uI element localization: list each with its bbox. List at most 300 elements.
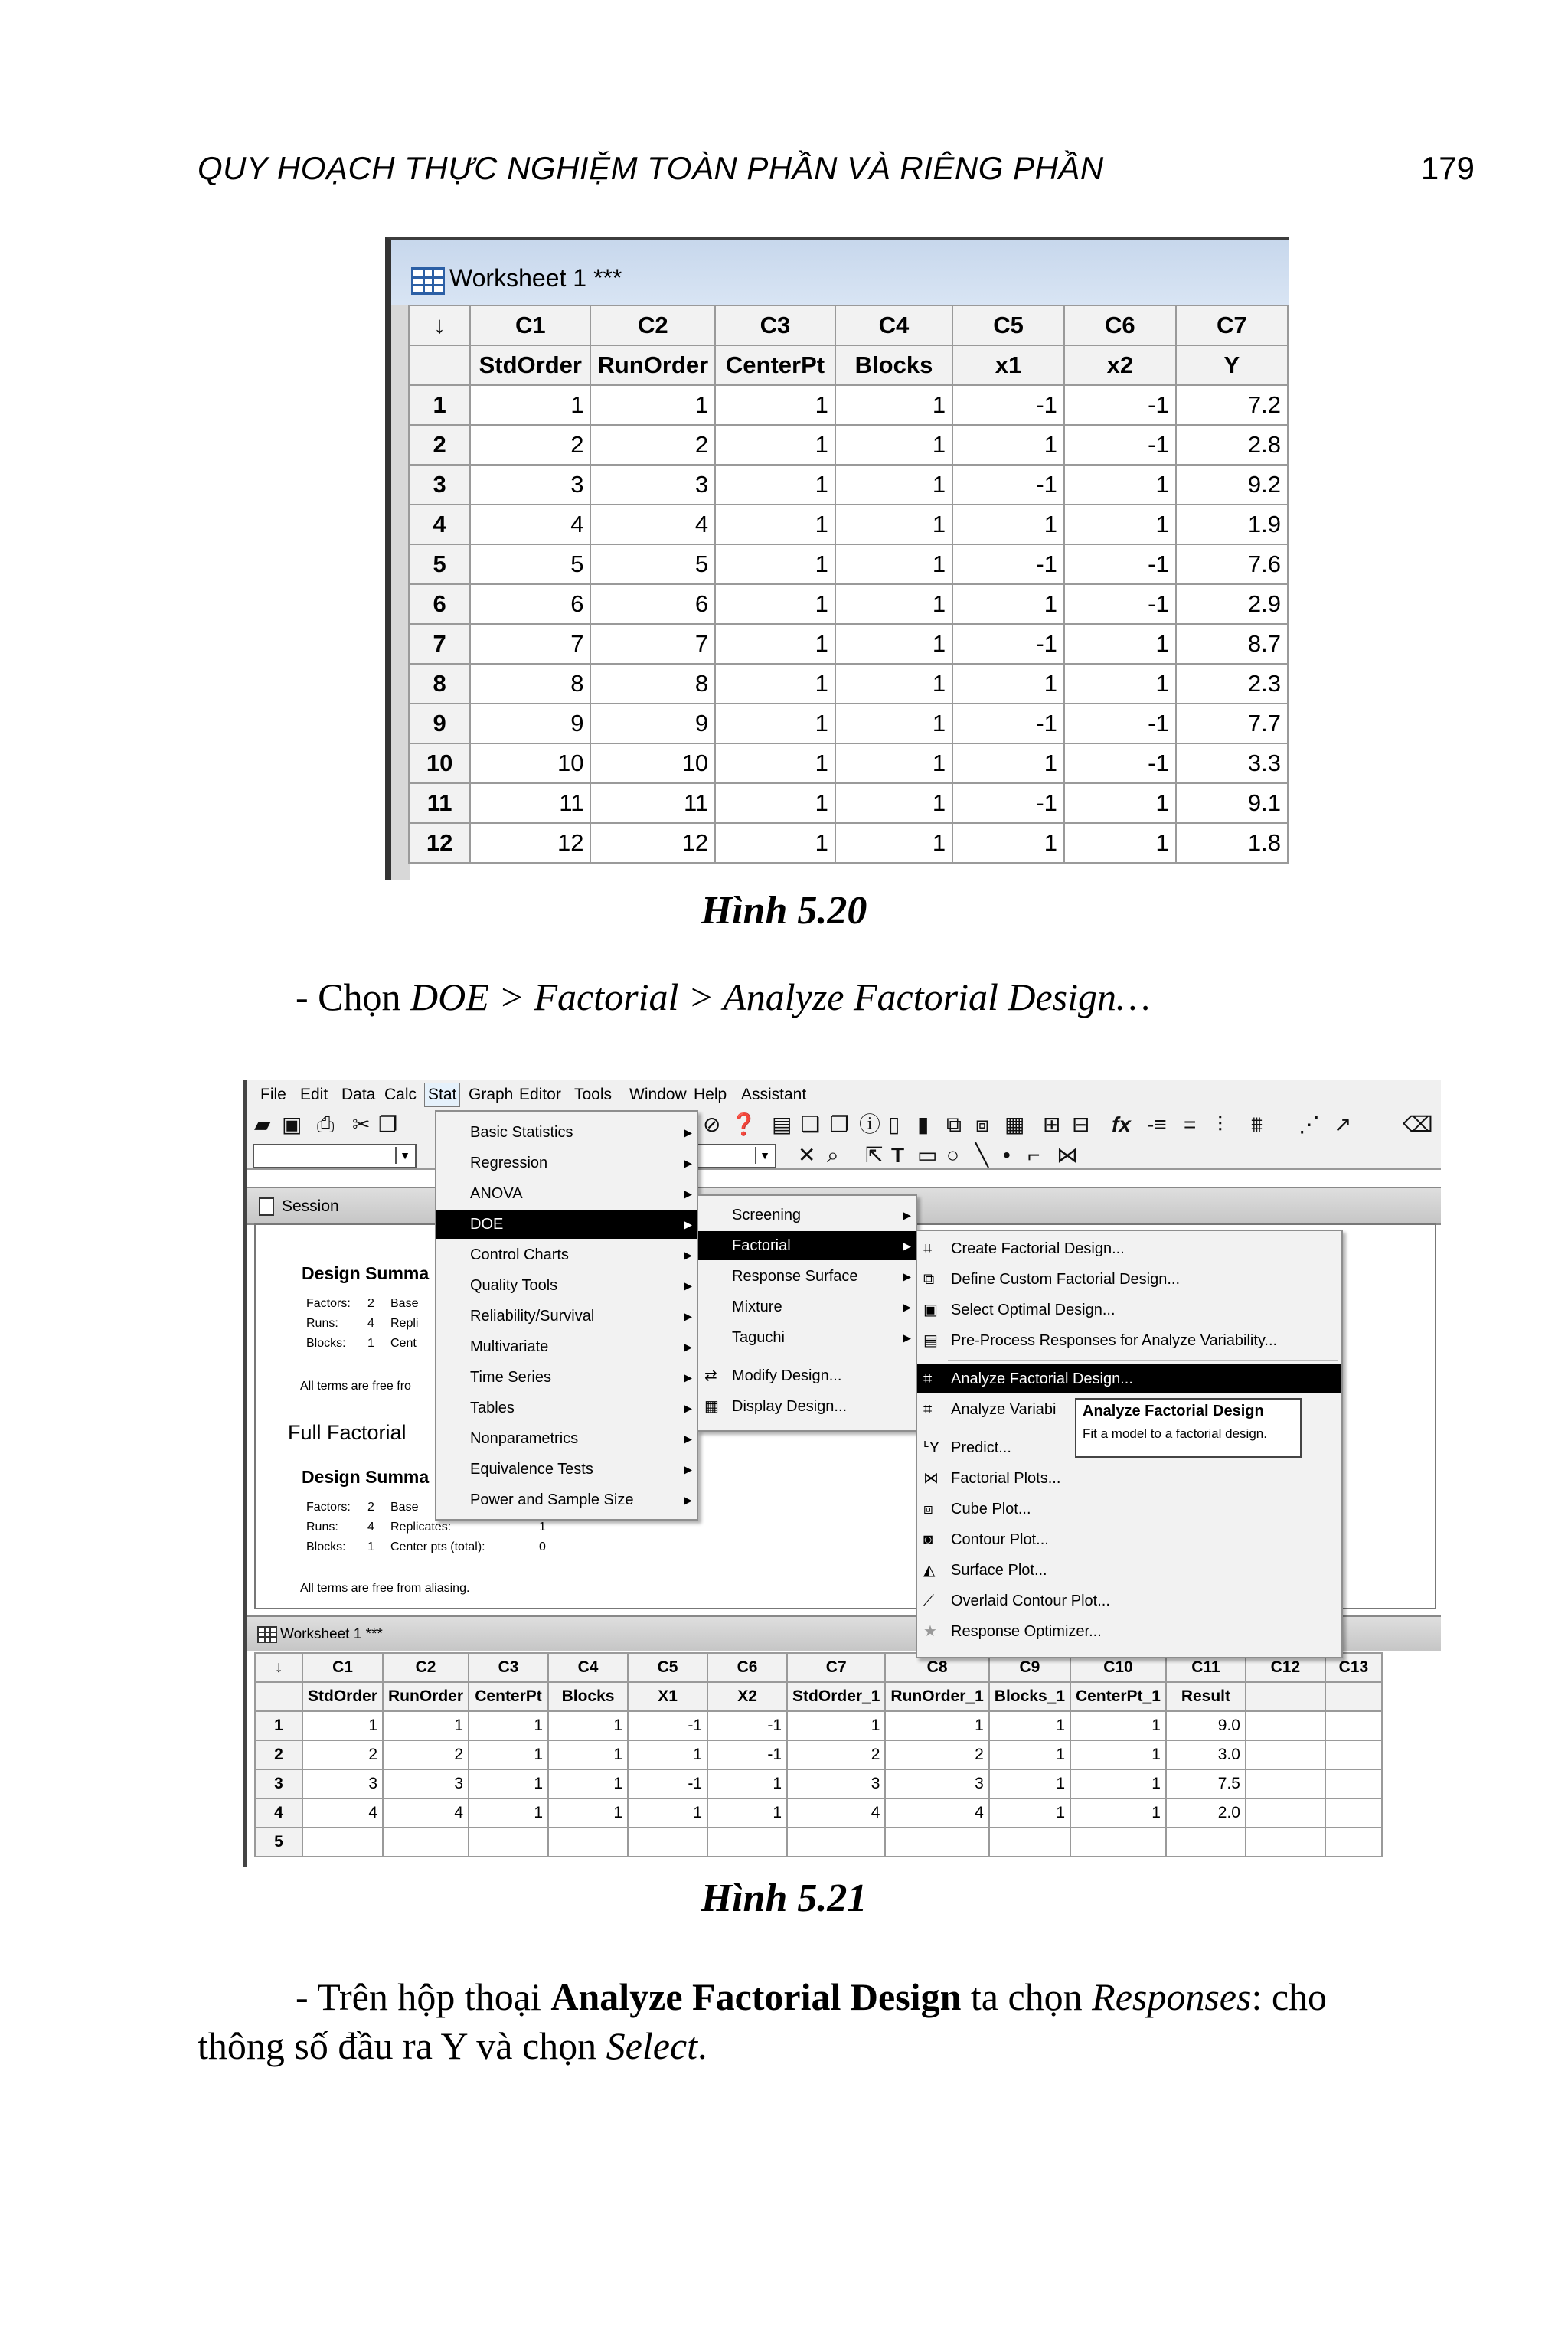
- table-cell[interactable]: 1: [628, 1740, 707, 1769]
- table-cell[interactable]: 9: [590, 704, 715, 743]
- menu-edit[interactable]: Edit: [300, 1086, 328, 1103]
- table-cell[interactable]: 1: [835, 465, 952, 505]
- open-icon[interactable]: ▰: [254, 1112, 271, 1136]
- help-icon[interactable]: ❓: [730, 1112, 757, 1136]
- menu-item-surface-plot[interactable]: ◭ Surface Plot...: [923, 1562, 1047, 1579]
- table-row: [409, 544, 1288, 584]
- menu-stat[interactable]: Stat: [424, 1083, 460, 1107]
- column-id[interactable]: C12: [1246, 1653, 1325, 1682]
- table-cell[interactable]: 1.8: [1176, 823, 1288, 863]
- table-cell[interactable]: 7.6: [1176, 544, 1288, 584]
- table-cell[interactable]: 3: [787, 1769, 885, 1798]
- menu-item-reliability-survival[interactable]: [436, 1302, 697, 1331]
- grid-icon[interactable]: ▦: [1004, 1112, 1025, 1136]
- info-icon[interactable]: ⓘ: [859, 1112, 881, 1136]
- copy-icon[interactable]: ❐: [378, 1112, 398, 1136]
- table-cell[interactable]: 1: [835, 783, 952, 823]
- menu-item-modify-design[interactable]: ⇄ Modify Design...: [704, 1367, 842, 1384]
- menu-item-screening[interactable]: Screening ▶: [698, 1200, 916, 1230]
- menu-item-basic-statistics[interactable]: [436, 1118, 697, 1147]
- dash-icon[interactable]: -≡: [1147, 1112, 1167, 1136]
- rect-icon[interactable]: ▭: [917, 1143, 938, 1167]
- table-cell[interactable]: 1: [989, 1711, 1070, 1740]
- row-number[interactable]: 2: [255, 1740, 302, 1769]
- table-cell[interactable]: -1: [1064, 385, 1176, 425]
- table-cell[interactable]: 1: [1064, 465, 1176, 505]
- phone-icon[interactable]: ▮: [917, 1112, 929, 1136]
- table-cell[interactable]: 1: [383, 1711, 469, 1740]
- text-run: ta chọn: [961, 1975, 1093, 2018]
- table-cell[interactable]: 1: [835, 823, 952, 863]
- table-cell[interactable]: 3: [885, 1769, 988, 1798]
- table-cell[interactable]: -1: [952, 544, 1064, 584]
- menu-item-power-and-sample-size[interactable]: [436, 1485, 697, 1514]
- table-cell[interactable]: 1: [952, 505, 1064, 544]
- doc-icon[interactable]: ▯: [888, 1112, 900, 1136]
- search-icon[interactable]: ⌕: [827, 1143, 839, 1167]
- table-cell[interactable]: 1: [302, 1711, 383, 1740]
- table-icon[interactable]: ⊞: [1043, 1112, 1061, 1136]
- table-cell[interactable]: 1: [707, 1798, 787, 1828]
- menu-data[interactable]: Data: [341, 1086, 376, 1103]
- table-cell[interactable]: 1: [469, 1769, 548, 1798]
- table-cell[interactable]: 3: [590, 465, 715, 505]
- polygon-icon[interactable]: ⋈: [1057, 1143, 1078, 1167]
- row-number[interactable]: 1: [255, 1711, 302, 1740]
- table-cell[interactable]: [1246, 1711, 1325, 1740]
- column-name[interactable]: X1: [628, 1682, 707, 1711]
- table-cell[interactable]: [989, 1828, 1070, 1857]
- table-cell[interactable]: 8.7: [1176, 624, 1288, 664]
- table-cell[interactable]: 1: [715, 544, 835, 584]
- row-number[interactable]: 1: [409, 385, 470, 425]
- row-number[interactable]: 3: [409, 465, 470, 505]
- menu-item-factorial[interactable]: Factorial ▶: [698, 1231, 916, 1260]
- session-icon[interactable]: ❐: [830, 1112, 850, 1136]
- table-cell[interactable]: 1: [715, 704, 835, 743]
- minitab-screenshot: [243, 1080, 1441, 1867]
- table-cell[interactable]: 1: [989, 1740, 1070, 1769]
- table-cell[interactable]: 2.8: [1176, 425, 1288, 465]
- table-cell[interactable]: -1: [707, 1740, 787, 1769]
- table-cell[interactable]: -1: [952, 465, 1064, 505]
- menu-item-anova[interactable]: [436, 1179, 697, 1208]
- table-cell[interactable]: 1: [1064, 664, 1176, 704]
- table-cell[interactable]: -1: [1064, 743, 1176, 783]
- table-cell[interactable]: 2: [470, 425, 590, 465]
- column-id[interactable]: C6: [707, 1653, 787, 1682]
- fx-icon[interactable]: fx: [1112, 1112, 1131, 1136]
- table-cell[interactable]: -1: [707, 1711, 787, 1740]
- menu-item-display-design[interactable]: ▦ Display Design...: [704, 1398, 848, 1415]
- column-name[interactable]: [1246, 1682, 1325, 1711]
- corner-cell[interactable]: ↓: [409, 305, 470, 345]
- table-cell[interactable]: 7.5: [1166, 1769, 1246, 1798]
- table-cell[interactable]: [1325, 1769, 1382, 1798]
- graph-icon[interactable]: ▤: [772, 1112, 792, 1136]
- plus-dash-icon[interactable]: =: [1184, 1112, 1197, 1136]
- print-icon[interactable]: ⎙: [317, 1112, 335, 1136]
- row-number[interactable]: 5: [409, 544, 470, 584]
- menu-item-multivariate[interactable]: [436, 1332, 697, 1361]
- column-name[interactable]: Y: [1176, 345, 1288, 385]
- table-cell[interactable]: 6: [590, 584, 715, 624]
- column-id[interactable]: C3: [469, 1653, 548, 1682]
- table-cell[interactable]: 1: [1064, 783, 1176, 823]
- menu-item-factorial-plots[interactable]: ⋈ Factorial Plots...: [923, 1470, 1061, 1487]
- table-cell[interactable]: -1: [1064, 425, 1176, 465]
- table-cell[interactable]: 4: [885, 1798, 988, 1828]
- column-id[interactable]: C2: [383, 1653, 469, 1682]
- save-icon[interactable]: ▣: [282, 1112, 302, 1136]
- table-cell[interactable]: 2.3: [1176, 664, 1288, 704]
- table-cell[interactable]: 2: [885, 1740, 988, 1769]
- table-cell[interactable]: 1: [548, 1798, 628, 1828]
- row-number[interactable]: 3: [255, 1769, 302, 1798]
- column-id[interactable]: C4: [835, 305, 952, 345]
- center-pts-value-2: 0: [539, 1540, 546, 1553]
- table-cell[interactable]: 1: [469, 1711, 548, 1740]
- polyline-icon[interactable]: ⌐: [1027, 1143, 1040, 1167]
- chart-icon[interactable]: ⫶: [1217, 1112, 1223, 1136]
- table-cell[interactable]: -1: [952, 783, 1064, 823]
- table-cell[interactable]: [787, 1828, 885, 1857]
- table-cell[interactable]: 9.1: [1176, 783, 1288, 823]
- table-cell[interactable]: 1: [715, 783, 835, 823]
- row-number[interactable]: 6: [409, 584, 470, 624]
- table-cell[interactable]: 2.9: [1176, 584, 1288, 624]
- column-name[interactable]: Blocks: [835, 345, 952, 385]
- row-number[interactable]: 7: [409, 624, 470, 664]
- column-name[interactable]: CenterPt_1: [1070, 1682, 1166, 1711]
- table-cell[interactable]: 1: [548, 1769, 628, 1798]
- table-cell[interactable]: 2.0: [1166, 1798, 1246, 1828]
- column-id[interactable]: C5: [628, 1653, 707, 1682]
- table-cell[interactable]: 1: [1070, 1711, 1166, 1740]
- cancel-icon[interactable]: ⊘: [703, 1112, 721, 1136]
- table-cell[interactable]: 1: [715, 584, 835, 624]
- table-cell[interactable]: 4: [470, 505, 590, 544]
- table-cell[interactable]: 1: [952, 584, 1064, 624]
- toolbar-dropdown-2[interactable]: [691, 1144, 776, 1168]
- table-cell[interactable]: 1: [885, 1711, 988, 1740]
- table-cell[interactable]: 4: [590, 505, 715, 544]
- table-cell[interactable]: 3.3: [1176, 743, 1288, 783]
- table-cell[interactable]: [1325, 1798, 1382, 1828]
- table-cell[interactable]: 1: [715, 624, 835, 664]
- menu-item-time-series[interactable]: [436, 1363, 697, 1392]
- factors-value: 2: [368, 1297, 374, 1310]
- table-cell[interactable]: 1: [835, 385, 952, 425]
- column-name[interactable]: CenterPt: [469, 1682, 548, 1711]
- column-name[interactable]: StdOrder_1: [787, 1682, 885, 1711]
- table-cell[interactable]: 5: [590, 544, 715, 584]
- table-cell[interactable]: [1246, 1798, 1325, 1828]
- menu-file[interactable]: File: [260, 1086, 286, 1103]
- corner-cell[interactable]: ↓: [255, 1653, 302, 1682]
- table-cell[interactable]: 1: [1070, 1798, 1166, 1828]
- table-cell[interactable]: 1: [835, 624, 952, 664]
- table-cell[interactable]: 7.2: [1176, 385, 1288, 425]
- table-cell[interactable]: 3: [302, 1769, 383, 1798]
- column-name[interactable]: [1325, 1682, 1382, 1711]
- menu-tools[interactable]: Tools: [574, 1086, 612, 1103]
- table-cell[interactable]: -1: [628, 1769, 707, 1798]
- table-cell[interactable]: 9.2: [1176, 465, 1288, 505]
- menu-help[interactable]: Help: [694, 1086, 727, 1103]
- table-cell[interactable]: 3: [383, 1769, 469, 1798]
- table-cell[interactable]: -1: [952, 704, 1064, 743]
- column-id[interactable]: C10: [1070, 1653, 1166, 1682]
- menu-item-taguchi[interactable]: Taguchi ▶: [698, 1323, 916, 1352]
- line-icon[interactable]: ╲: [975, 1143, 988, 1167]
- row-number[interactable]: 10: [409, 743, 470, 783]
- row-number[interactable]: 12: [409, 823, 470, 863]
- column-id[interactable]: C6: [1064, 305, 1176, 345]
- table-cell[interactable]: 1: [952, 425, 1064, 465]
- table-cell[interactable]: 1: [835, 743, 952, 783]
- scatter-icon[interactable]: ⋰: [1298, 1112, 1320, 1136]
- column-name[interactable]: RunOrder: [590, 345, 715, 385]
- column-id[interactable]: C3: [715, 305, 835, 345]
- table-cell[interactable]: 4: [302, 1798, 383, 1828]
- table-cell[interactable]: 2: [383, 1740, 469, 1769]
- menu-item-contour-plot[interactable]: ◙ Contour Plot...: [923, 1531, 1049, 1548]
- table-cell[interactable]: 12: [590, 823, 715, 863]
- menu-item-define-custom[interactable]: ⧉ Define Custom Factorial Design...: [923, 1271, 1181, 1288]
- table-cell[interactable]: 9.0: [1166, 1711, 1246, 1740]
- menu-item-response-surface[interactable]: Response Surface ▶: [698, 1262, 916, 1291]
- table-cell[interactable]: 1: [952, 664, 1064, 704]
- table-cell[interactable]: 1: [715, 823, 835, 863]
- table-cell[interactable]: [1070, 1828, 1166, 1857]
- column-id[interactable]: C13: [1325, 1653, 1382, 1682]
- column-name[interactable]: StdOrder: [302, 1682, 383, 1711]
- menu-item-control-charts[interactable]: [436, 1240, 697, 1269]
- table-cell[interactable]: 1: [548, 1711, 628, 1740]
- table-cell[interactable]: 1: [1064, 823, 1176, 863]
- table-cell[interactable]: 1: [715, 743, 835, 783]
- table-cell[interactable]: 4: [787, 1798, 885, 1828]
- table-cell[interactable]: [1246, 1740, 1325, 1769]
- menu-item-select-optimal[interactable]: ▣ Select Optimal Design...: [923, 1302, 1116, 1318]
- table-cell[interactable]: -1: [1064, 704, 1176, 743]
- column-name[interactable]: CenterPt: [715, 345, 835, 385]
- table-cell[interactable]: 1: [715, 465, 835, 505]
- table-cell[interactable]: -1: [952, 385, 1064, 425]
- pointer-icon[interactable]: ⇱: [865, 1143, 884, 1167]
- menu-item-regression[interactable]: [436, 1148, 697, 1178]
- table-cell[interactable]: [1166, 1828, 1246, 1857]
- dot-icon[interactable]: •: [1003, 1143, 1011, 1167]
- table-cell[interactable]: 2: [590, 425, 715, 465]
- bars-icon[interactable]: ⩩: [1251, 1112, 1263, 1136]
- menu-item-analyze-variability[interactable]: ⌗ Analyze Variabi: [923, 1401, 1057, 1418]
- table-cell[interactable]: 8: [470, 664, 590, 704]
- table-cell[interactable]: 1: [989, 1769, 1070, 1798]
- table-cell[interactable]: -1: [1064, 584, 1176, 624]
- column-id[interactable]: C4: [548, 1653, 628, 1682]
- delete-icon[interactable]: ✕: [798, 1143, 816, 1167]
- menu-graph[interactable]: Graph: [469, 1086, 514, 1103]
- table-cell[interactable]: 1: [835, 664, 952, 704]
- factors-value-2: 2: [368, 1501, 374, 1514]
- table-cell[interactable]: [302, 1828, 383, 1857]
- table-cell[interactable]: 9: [470, 704, 590, 743]
- table-cell[interactable]: 7: [590, 624, 715, 664]
- column-id[interactable]: C9: [989, 1653, 1070, 1682]
- column-name[interactable]: Blocks_1: [989, 1682, 1070, 1711]
- arrow-icon[interactable]: ↗: [1334, 1112, 1352, 1136]
- menu-item-response-optimizer[interactable]: ★ Response Optimizer...: [923, 1623, 1102, 1640]
- menu-item-mixture[interactable]: Mixture ▶: [698, 1292, 916, 1321]
- table-cell[interactable]: -1: [628, 1711, 707, 1740]
- table-cell[interactable]: 1: [715, 425, 835, 465]
- table-cell[interactable]: 6: [470, 584, 590, 624]
- table-cell[interactable]: 12: [470, 823, 590, 863]
- table-cell[interactable]: 1: [787, 1711, 885, 1740]
- table-cell[interactable]: 3: [470, 465, 590, 505]
- table-cell[interactable]: 1: [1070, 1769, 1166, 1798]
- table-cell[interactable]: 1: [835, 584, 952, 624]
- column-id[interactable]: C5: [952, 305, 1064, 345]
- table-cell[interactable]: 1.9: [1176, 505, 1288, 544]
- menu-item-analyze-factorial[interactable]: ⌗ Analyze Factorial Design...: [917, 1364, 1341, 1393]
- table-cell[interactable]: 2: [302, 1740, 383, 1769]
- row-number[interactable]: 9: [409, 704, 470, 743]
- table-cell[interactable]: [1246, 1769, 1325, 1798]
- column-id[interactable]: C7: [1176, 305, 1288, 345]
- row-number[interactable]: 4: [255, 1798, 302, 1828]
- table-cell[interactable]: [469, 1828, 548, 1857]
- table-cell[interactable]: 7: [470, 624, 590, 664]
- tile-icon[interactable]: ⧈: [975, 1112, 989, 1136]
- column-name[interactable]: x1: [952, 345, 1064, 385]
- menu-item-nonparametrics[interactable]: [436, 1424, 697, 1453]
- menu-window[interactable]: Window: [629, 1086, 687, 1103]
- menu-item-tables[interactable]: [436, 1393, 697, 1423]
- eraser-icon[interactable]: ⌫: [1403, 1112, 1433, 1136]
- circle-icon[interactable]: ○: [946, 1143, 959, 1167]
- table-cell[interactable]: 1: [707, 1769, 787, 1798]
- toolbar-dropdown[interactable]: [253, 1144, 416, 1168]
- table-cell[interactable]: [1325, 1711, 1382, 1740]
- table-cell[interactable]: 7.7: [1176, 704, 1288, 743]
- table-cell[interactable]: 1: [469, 1740, 548, 1769]
- menu-item-quality-tools[interactable]: [436, 1271, 697, 1300]
- table-row: [255, 1711, 1382, 1740]
- table-cell[interactable]: 4: [383, 1798, 469, 1828]
- menu-editor[interactable]: Editor: [519, 1086, 561, 1103]
- table-cell[interactable]: 1: [952, 823, 1064, 863]
- table-cell[interactable]: 1: [548, 1740, 628, 1769]
- menu-item-overlaid-contour[interactable]: ⟋ Overlaid Contour Plot...: [923, 1592, 1110, 1609]
- row-number[interactable]: 11: [409, 783, 470, 823]
- column-name[interactable]: RunOrder_1: [885, 1682, 988, 1711]
- column-name[interactable]: Result: [1166, 1682, 1246, 1711]
- table-cell[interactable]: 1: [715, 664, 835, 704]
- column-name[interactable]: StdOrder: [470, 345, 590, 385]
- table-cell[interactable]: [628, 1828, 707, 1857]
- cut-icon[interactable]: ✂: [352, 1112, 371, 1136]
- table-cell[interactable]: 1: [952, 743, 1064, 783]
- table-cell[interactable]: 10: [590, 743, 715, 783]
- doe-submenu: [697, 1194, 917, 1432]
- table-cell[interactable]: [1325, 1740, 1382, 1769]
- table-cell[interactable]: 8: [590, 664, 715, 704]
- row-number[interactable]: 2: [409, 425, 470, 465]
- column-id[interactable]: C2: [590, 305, 715, 345]
- table-cell[interactable]: 1: [715, 505, 835, 544]
- column-id[interactable]: C1: [470, 305, 590, 345]
- table-cell[interactable]: 1: [1064, 624, 1176, 664]
- table-cell[interactable]: 1: [469, 1798, 548, 1828]
- row-number[interactable]: 5: [255, 1828, 302, 1857]
- table-cell[interactable]: 5: [470, 544, 590, 584]
- column-name[interactable]: X2: [707, 1682, 787, 1711]
- layout-icon[interactable]: ⊟: [1072, 1112, 1090, 1136]
- table-cell[interactable]: 11: [590, 783, 715, 823]
- table-cell[interactable]: [548, 1828, 628, 1857]
- table-cell[interactable]: 1: [1070, 1740, 1166, 1769]
- column-name[interactable]: Blocks: [548, 1682, 628, 1711]
- menu-calc[interactable]: Calc: [384, 1086, 417, 1103]
- table-cell[interactable]: 1: [470, 385, 590, 425]
- table-cell[interactable]: 1: [835, 704, 952, 743]
- menu-item-doe[interactable]: [436, 1210, 697, 1239]
- table-cell[interactable]: 1: [628, 1798, 707, 1828]
- table-cell[interactable]: 11: [470, 783, 590, 823]
- table-cell[interactable]: [885, 1828, 988, 1857]
- menu-item-pre-process[interactable]: ▤ Pre-Process Responses for Analyze Variability...: [923, 1332, 1278, 1349]
- table-cell[interactable]: [1246, 1828, 1325, 1857]
- column-id[interactable]: C7: [787, 1653, 885, 1682]
- column-id[interactable]: C11: [1166, 1653, 1246, 1682]
- menu-item-predict[interactable]: ᒻY Predict...: [923, 1439, 1011, 1456]
- table-cell[interactable]: 1: [715, 385, 835, 425]
- table-cell[interactable]: [1325, 1828, 1382, 1857]
- copy-window-icon[interactable]: ⧉: [946, 1112, 962, 1136]
- table-cell[interactable]: 1: [835, 544, 952, 584]
- menu-item-cube-plot[interactable]: ⧈ Cube Plot...: [923, 1501, 1031, 1517]
- table-cell[interactable]: 2: [787, 1740, 885, 1769]
- table-cell[interactable]: -1: [1064, 544, 1176, 584]
- table-cell[interactable]: -1: [952, 624, 1064, 664]
- column-id[interactable]: C8: [885, 1653, 988, 1682]
- text-tool-icon[interactable]: T: [891, 1143, 905, 1167]
- menu-item-create-factorial[interactable]: ⌗ Create Factorial Design...: [923, 1240, 1125, 1257]
- table-cell[interactable]: 1: [989, 1798, 1070, 1828]
- row-number[interactable]: 8: [409, 664, 470, 704]
- row-number[interactable]: 4: [409, 505, 470, 544]
- column-id[interactable]: C1: [302, 1653, 383, 1682]
- submenu-arrow-icon: ▶: [903, 1331, 911, 1344]
- column-name[interactable]: x2: [1064, 345, 1176, 385]
- table-cell[interactable]: 1: [835, 425, 952, 465]
- menu-assistant[interactable]: Assistant: [741, 1086, 807, 1103]
- table-cell[interactable]: [707, 1828, 787, 1857]
- table-cell[interactable]: [383, 1828, 469, 1857]
- table-cell[interactable]: 3.0: [1166, 1740, 1246, 1769]
- table-cell[interactable]: 10: [470, 743, 590, 783]
- table-row: [255, 1769, 1382, 1798]
- window-icon[interactable]: ❏: [801, 1112, 821, 1136]
- table-cell[interactable]: 1: [1064, 505, 1176, 544]
- column-name[interactable]: RunOrder: [383, 1682, 469, 1711]
- table-cell[interactable]: 1: [835, 505, 952, 544]
- table-cell[interactable]: 1: [590, 385, 715, 425]
- menu-item-equivalence-tests[interactable]: [436, 1455, 697, 1484]
